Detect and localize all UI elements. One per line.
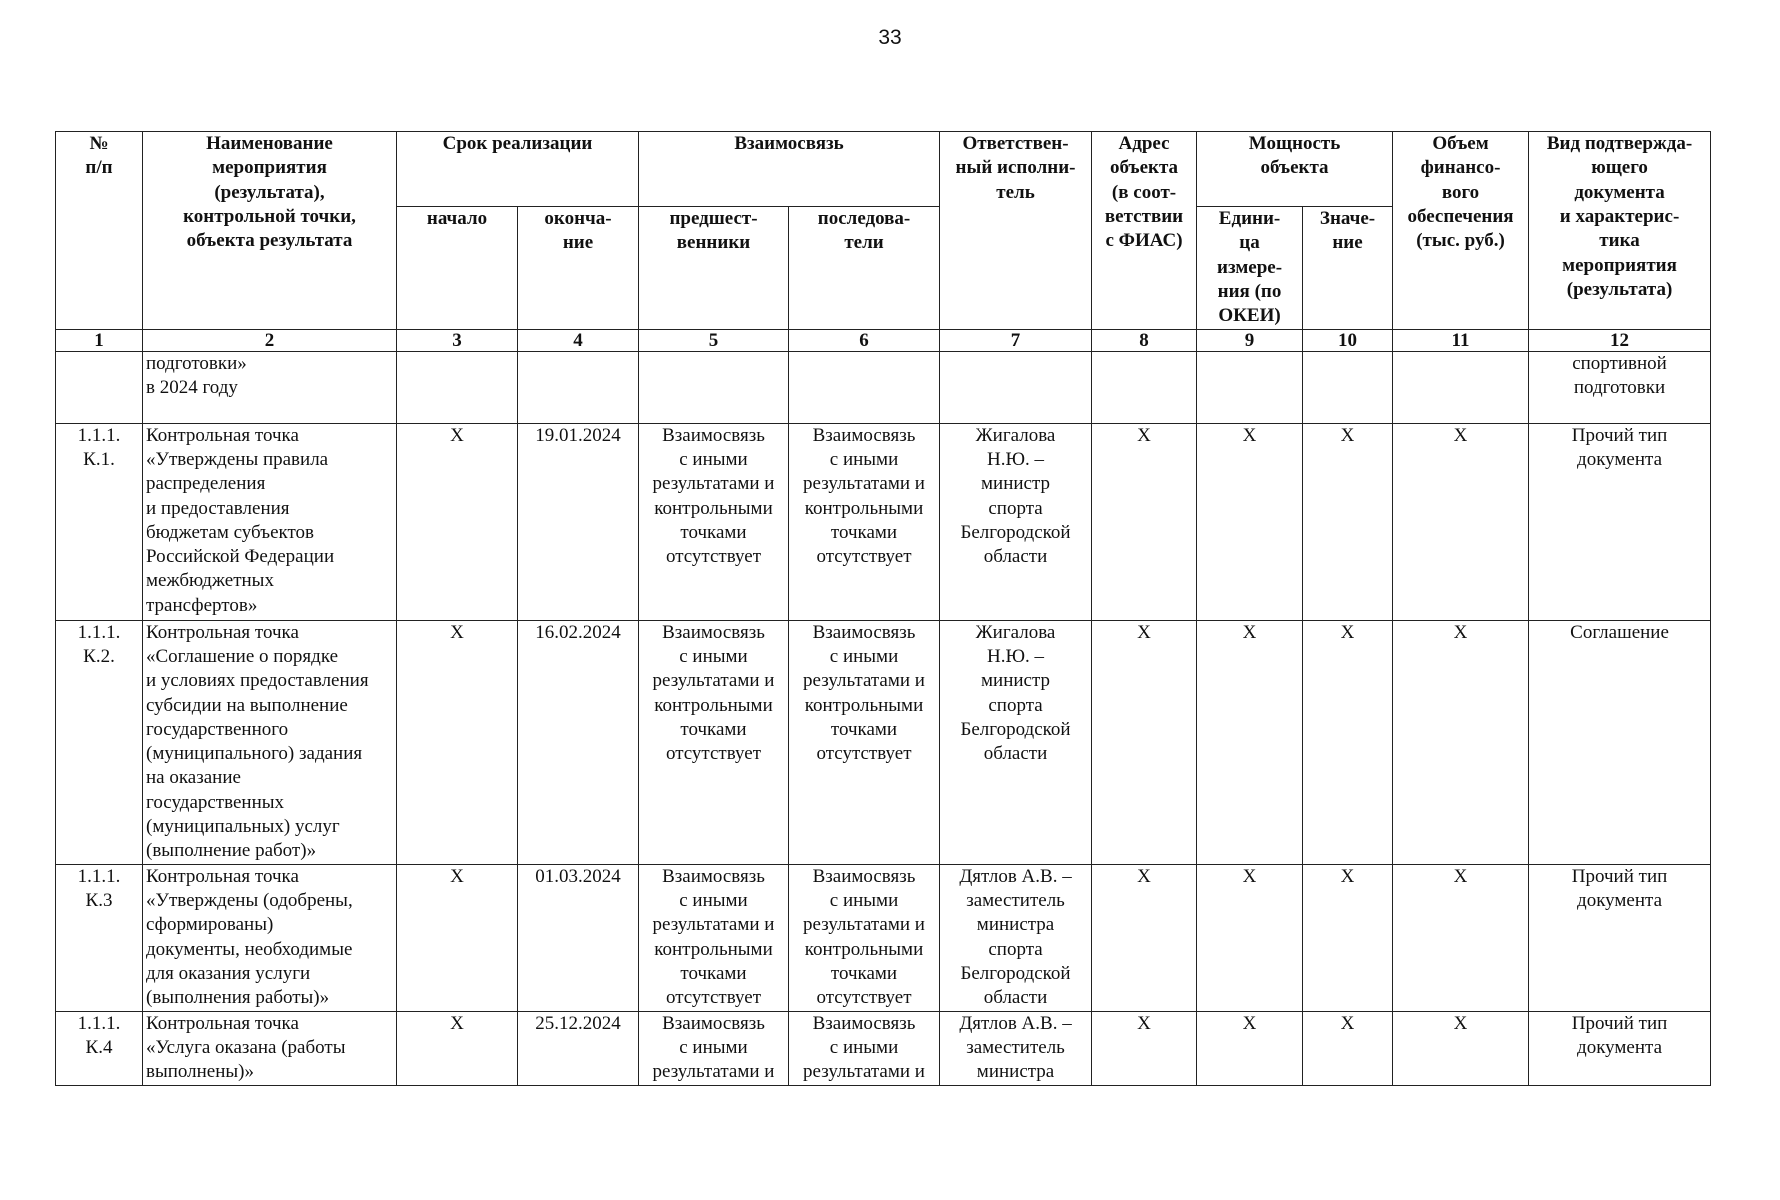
cell-responsible: Дятлов А.В. – заместитель министра спорта Белгородской области: [940, 864, 1092, 1011]
cell-doc-type: Прочий тип документа: [1529, 423, 1711, 620]
cell-finance: X: [1393, 423, 1529, 620]
cell-value: X: [1303, 423, 1393, 620]
header-responsible: Ответствен- ный исполни- тель: [940, 132, 1092, 330]
table-body: [56, 351, 1711, 1085]
column-number: 1: [56, 329, 143, 351]
header-number: № п/п: [56, 132, 143, 330]
cell-doc-type: Прочий тип документа: [1529, 1011, 1711, 1085]
cell-start: X: [397, 864, 518, 1011]
cell-doc-type: спортивной подготовки: [1529, 351, 1711, 423]
cell-finance: [1393, 351, 1529, 423]
column-number: 11: [1393, 329, 1529, 351]
header-doc-type: Вид подтвержда- ющего документа и характерис- тика мероприятия (результата): [1529, 132, 1711, 330]
cell-start: X: [397, 620, 518, 864]
cell-address: X: [1092, 620, 1197, 864]
table-row: [56, 864, 1711, 1011]
table-row: [56, 351, 1711, 423]
table-row: [56, 620, 1711, 864]
cell-successors: Взаимосвязь с иными результатами и: [789, 1011, 940, 1085]
cell-predecessors: Взаимосвязь с иными результатами и контрольными точками отсутствует: [639, 620, 789, 864]
cell-unit: X: [1197, 864, 1303, 1011]
page-number: 33: [878, 26, 902, 49]
column-number: 12: [1529, 329, 1711, 351]
cell-doc-type: Соглашение: [1529, 620, 1711, 864]
header-successors: последова- тели: [789, 207, 940, 330]
header-unit: Едини- ца измере- ния (по ОКЕИ): [1197, 207, 1303, 330]
plan-table: [55, 131, 1711, 1086]
cell-finance: X: [1393, 1011, 1529, 1085]
cell-unit: X: [1197, 423, 1303, 620]
column-number: 5: [639, 329, 789, 351]
column-number: 10: [1303, 329, 1393, 351]
cell-value: X: [1303, 1011, 1393, 1085]
table-row: [56, 423, 1711, 620]
cell-name: Контрольная точка «Утверждены правила распределения и предоставления бюджетам субъектов Российской Федерации межбюджетных трансфертов»: [143, 423, 397, 620]
column-number: 4: [518, 329, 639, 351]
cell-unit: [1197, 351, 1303, 423]
header-period: Срок реализации: [397, 132, 639, 207]
cell-end: [518, 351, 639, 423]
cell-successors: Взаимосвязь с иными результатами и контрольными точками отсутствует: [789, 864, 940, 1011]
cell-predecessors: Взаимосвязь с иными результатами и контрольными точками отсутствует: [639, 423, 789, 620]
cell-address: [1092, 351, 1197, 423]
cell-value: [1303, 351, 1393, 423]
cell-responsible: Дятлов А.В. – заместитель министра: [940, 1011, 1092, 1085]
cell-number: 1.1.1. К.2.: [56, 620, 143, 864]
header-address: Адрес объекта (в соот- ветствии с ФИАС): [1092, 132, 1197, 330]
cell-end: 16.02.2024: [518, 620, 639, 864]
cell-successors: [789, 351, 940, 423]
cell-finance: X: [1393, 864, 1529, 1011]
cell-number: [56, 351, 143, 423]
cell-address: X: [1092, 423, 1197, 620]
cell-name: Контрольная точка «Утверждены (одобрены, сформированы) документы, необходимые для оказания услуги (выполнения работы)»: [143, 864, 397, 1011]
header-predecessors: предшест- венники: [639, 207, 789, 330]
cell-name: Контрольная точка «Услуга оказана (работы выполнены)»: [143, 1011, 397, 1085]
cell-successors: Взаимосвязь с иными результатами и контрольными точками отсутствует: [789, 620, 940, 864]
cell-value: X: [1303, 620, 1393, 864]
cell-unit: X: [1197, 620, 1303, 864]
cell-end: 25.12.2024: [518, 1011, 639, 1085]
column-numbers-row: [56, 329, 1711, 351]
cell-responsible: Жигалова Н.Ю. – министр спорта Белгородской области: [940, 620, 1092, 864]
column-number: 3: [397, 329, 518, 351]
cell-number: 1.1.1. К.3: [56, 864, 143, 1011]
table-header: [56, 132, 1711, 352]
cell-successors: Взаимосвязь с иными результатами и контрольными точками отсутствует: [789, 423, 940, 620]
cell-unit: X: [1197, 1011, 1303, 1085]
cell-predecessors: Взаимосвязь с иными результатами и контрольными точками отсутствует: [639, 864, 789, 1011]
header-name: Наименование мероприятия (результата), контрольной точки, объекта результата: [143, 132, 397, 330]
header-end: оконча- ние: [518, 207, 639, 330]
column-number: 9: [1197, 329, 1303, 351]
cell-start: [397, 351, 518, 423]
cell-name: Контрольная точка «Соглашение о порядке и условиях предоставления субсидии на выполнение государственного (муниципального) задания на оказание государственных (муниципальных) услуг (выполнение работ)»: [143, 620, 397, 864]
cell-end: 01.03.2024: [518, 864, 639, 1011]
cell-end: 19.01.2024: [518, 423, 639, 620]
cell-number: 1.1.1. К.4: [56, 1011, 143, 1085]
cell-doc-type: Прочий тип документа: [1529, 864, 1711, 1011]
cell-value: X: [1303, 864, 1393, 1011]
header-capacity: Мощность объекта: [1197, 132, 1393, 207]
cell-name: подготовки» в 2024 году: [143, 351, 397, 423]
cell-number: 1.1.1. К.1.: [56, 423, 143, 620]
cell-responsible: Жигалова Н.Ю. – министр спорта Белгородской области: [940, 423, 1092, 620]
header-finance: Объем финансо- вого обеспечения (тыс. руб.): [1393, 132, 1529, 330]
cell-address: X: [1092, 864, 1197, 1011]
header-relation: Взаимосвязь: [639, 132, 940, 207]
cell-responsible: [940, 351, 1092, 423]
cell-finance: X: [1393, 620, 1529, 864]
column-number: 2: [143, 329, 397, 351]
cell-predecessors: [639, 351, 789, 423]
table-row: [56, 1011, 1711, 1085]
column-number: 8: [1092, 329, 1197, 351]
header-start: начало: [397, 207, 518, 330]
header-value: Значе- ние: [1303, 207, 1393, 330]
cell-start: X: [397, 1011, 518, 1085]
cell-address: X: [1092, 1011, 1197, 1085]
column-number: 6: [789, 329, 940, 351]
cell-start: X: [397, 423, 518, 620]
column-number: 7: [940, 329, 1092, 351]
cell-predecessors: Взаимосвязь с иными результатами и: [639, 1011, 789, 1085]
